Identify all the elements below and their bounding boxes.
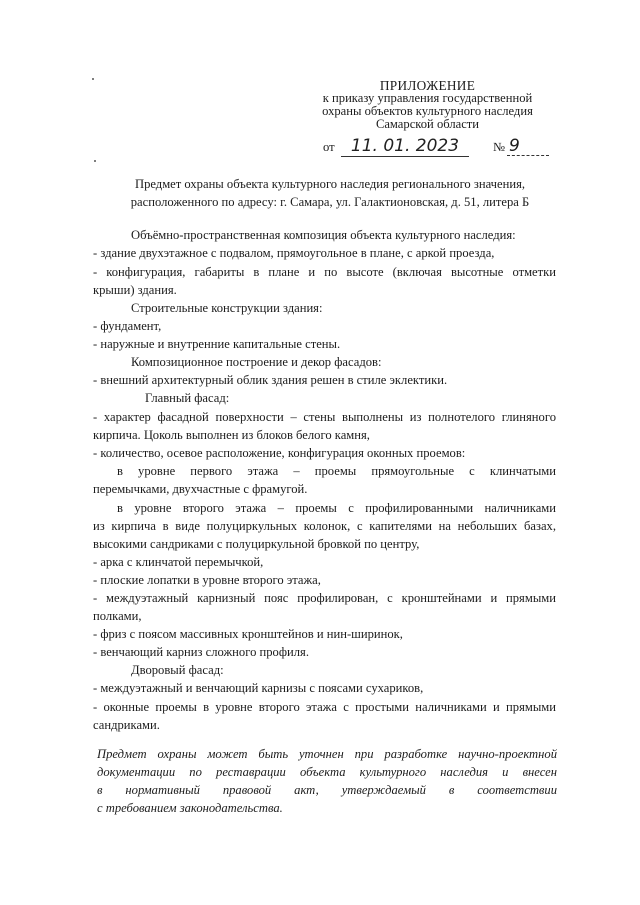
body-line: в уровне первого этажа – проемы прямоугольные с клинчатыми — [117, 464, 556, 478]
note-line: документации по реставрации объекта культурного наследия и внесен — [97, 765, 557, 779]
body-line: - здание двухэтажное с подвалом, прямоугольное в плане, с аркой проезда, — [93, 246, 495, 260]
body-line: - фундамент, — [93, 319, 162, 333]
document-subject — [95, 175, 565, 211]
order-ref-line2: охраны объектов культурного наследия — [322, 104, 533, 118]
order-date: 11. 01. 2023 — [341, 136, 469, 157]
body-line: высокими сандриками с полуциркульной бровкой по центру, — [93, 537, 420, 551]
body-line: - наружные и внутренние капитальные стены. — [93, 337, 341, 351]
body-line: - арка с клинчатой перемычкой, — [93, 555, 264, 569]
body-line: - плоские лопатки в уровне второго этажа, — [93, 573, 321, 587]
order-ref-line3: Самарской области — [375, 117, 480, 131]
appendix-header — [300, 79, 555, 131]
body-line: Дворовый фасад: — [131, 663, 224, 677]
scan-speck — [92, 78, 94, 80]
body-line: - междуэтажный карнизный пояс профилирован, с кронштейнами и прямыми — [93, 591, 556, 605]
note-line: Предмет охраны может быть уточнен при разработке научно-проектной — [97, 747, 557, 761]
scan-speck — [94, 160, 96, 162]
order-ref-line1: к приказу управления государственной — [322, 91, 533, 105]
appendix-title: ПРИЛОЖЕНИЕ — [379, 78, 476, 93]
body-line: кирпича. Цоколь выполнен из блоков белого камня, — [93, 428, 370, 442]
body-line: - фриз с поясом массивных кронштейнов и нин-ширинок, — [93, 627, 403, 641]
body-line: - количество, осевое расположение, конфигурация оконных проемов: — [93, 446, 466, 460]
body-line: - междуэтажный и венчающий карнизы с поясами сухариков, — [93, 681, 424, 695]
body-line: - внешний архитектурный облик здания решен в стиле эклектики. — [93, 373, 448, 387]
body-line: перемычками, двухчастные с фрамугой. — [93, 482, 308, 496]
subject-line1: Предмет охраны объекта культурного наследия регионального значения, — [134, 177, 526, 191]
body-line: - венчающий карниз сложного профиля. — [93, 645, 309, 659]
body-line: Главный фасад: — [145, 391, 230, 405]
date-prefix: от — [323, 140, 335, 154]
subject-line2: расположенного по адресу: г. Самара, ул. Галактионовская, д. 51, литера Б — [130, 195, 530, 209]
body-line: Объёмно-пространственная композиция объекта культурного наследия: — [131, 228, 516, 242]
body-line: полками, — [93, 609, 142, 623]
body-line: - оконные проемы в уровне второго этажа с простыми наличниками и прямыми — [93, 700, 556, 714]
body-line: сандриками. — [93, 718, 160, 732]
body-line: из кирпича в виде полуциркульных колонок, с капителями на небольших базах, — [93, 519, 556, 533]
body-line: - характер фасадной поверхности – стены выполнены из полнотелого глиняного — [93, 410, 556, 424]
body-line: Композиционное построение и декор фасадов: — [131, 355, 382, 369]
note-line: с требованием законодательства. — [97, 801, 283, 815]
number-label: № — [493, 140, 506, 154]
body-line: в уровне второго этажа – проемы с профилированными наличниками — [117, 501, 556, 515]
body-line: Строительные конструкции здания: — [131, 301, 323, 315]
body-line: - конфигурация, габариты в плане и по высоте (включая высотные отметки — [93, 265, 556, 279]
note-line: в нормативный правовой акт, утверждаемый в соответствии — [97, 783, 557, 797]
order-date-line — [323, 136, 553, 158]
body-line: крыши) здания. — [93, 283, 177, 297]
order-number: 9 — [507, 136, 549, 156]
